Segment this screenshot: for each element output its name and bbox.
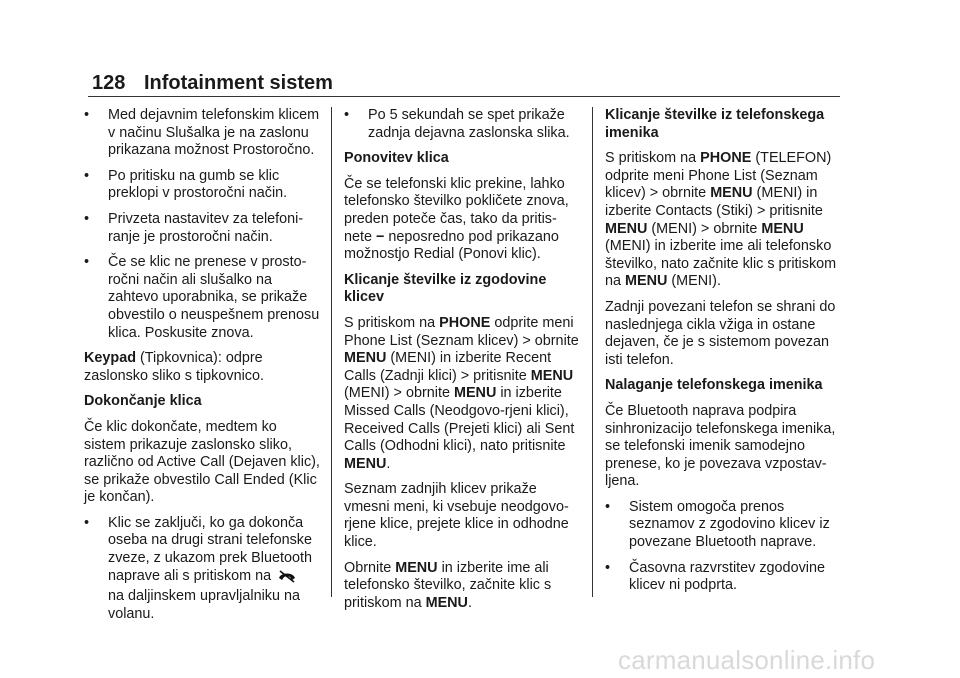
redial-paragraph: Če se telefonski klic prekine, lahko telefonsko številko pokličete znova, preden poteče čas, tako da pritis-nete − neposredno pod prikazano možnostjo Redial (Ponovi klic). <box>344 175 569 263</box>
bullet: • <box>605 498 611 515</box>
column-divider <box>592 107 593 597</box>
list-item: • Po 5 sekundah se spet prikaže zadnja dejavna zaslonska slika. <box>344 107 570 141</box>
history-paragraph: S pritiskom na PHONE odprite meni Phone List (Seznam klicev) > obrnite MENU (MENI) in izberite Recent Calls (Zadnji klici) > pritisnite MENU (MENI) > obrnite MENU in izberite Missed Calls (Neodgovo-rjeni klici), Received Calls (Prejeti klici) ali Sent Calls (Odhodni klici), nato pritisnite MENU. <box>344 314 579 472</box>
bullet: • <box>84 254 90 271</box>
list-item: • Sistem omogoča prenos seznamov z zgodovino klicev iz povezane Bluetooth naprave. <box>605 498 830 551</box>
list-item: • Po pritisku na gumb se klic preklopi v prostoročni način. <box>84 167 288 202</box>
section-title: Infotainment sistem <box>144 72 333 94</box>
phonebook-load-paragraph: Če Bluetooth naprava podpira sinhronizacijo telefonskega imenika, se telefonski imenik samodejno prenese, ko je povezava vzpostav-ljena. <box>605 402 836 490</box>
minus-symbol: − <box>376 228 385 245</box>
heading-phonebook-load: Nalaganje telefonskega imenika <box>605 377 823 394</box>
end-call-paragraph: Če klic dokončate, medtem ko sistem prikazuje zaslonsko sliko, različno od Active Call (Dejaven klic), se prikaže obvestilo Call Ended (Klic je končan). <box>84 418 320 506</box>
phone-hangup-icon <box>277 569 297 589</box>
heading-end-call: Dokončanje klica <box>84 393 202 410</box>
header-divider <box>88 96 840 97</box>
keypad-paragraph: Keypad (Tipkovnica): odpre zaslonsko sliko s tipkovnico. <box>84 350 264 384</box>
turn-menu-paragraph: Obrnite MENU in izberite ime ali telefonsko številko, začnite klic s pritiskom na MENU. <box>344 559 552 611</box>
last-phone-paragraph: Zadnji povezani telefon se shrani do naslednjega cikla vžiga in ostane dejaven, če je s sistemom povezan isti telefon. <box>605 298 836 368</box>
list-item: • Privzeta nastavitev za telefoni-ranje je prostoročni način. <box>84 210 304 245</box>
column-divider <box>331 107 332 597</box>
bullet: • <box>84 514 90 531</box>
page-header <box>88 58 840 98</box>
bullet: • <box>84 107 90 123</box>
recent-list-paragraph: Seznam zadnjih klicev prikaže vmesni meni, ki vsebuje neodgovo-rjene klice, prejete klice in odhodne klice. <box>344 481 569 551</box>
heading-call-history: Klicanje številke iz zgodovine klicev <box>344 271 547 306</box>
phonebook-paragraph: S pritiskom na PHONE (TELEFON) odprite meni Phone List (Seznam klicev) > obrnite MENU (MENI) in izberite Contacts (Stiki) > pritisnite MENU (MENI) > obrnite MENU (MENI) in izberite ime ali telefonsko številko, nato začnite klic s pritiskom na MENU (MENI). <box>605 150 837 290</box>
column-right <box>605 107 841 603</box>
page-number: 128 <box>92 72 126 94</box>
list-item: • Med dejavnim telefonskim klicem v načinu Slušalka je na zaslonu prikazana možnost Prostoročno. <box>84 107 320 159</box>
bullet: • <box>84 167 90 184</box>
list-item: • Časovna razvrstitev zgodovine klicev ni podprta. <box>605 559 825 594</box>
list-item: • Klic se zaključi, ko ga dokonča oseba na drugi strani telefonske zveze, z ukazom prek Bluetooth naprave ali s pritiskom na na daljinskem upravljalniku na volanu. <box>84 514 312 622</box>
bullet: • <box>84 210 90 227</box>
column-middle <box>344 107 582 620</box>
column-left <box>84 107 322 631</box>
watermark: carmanualsonline.info <box>618 645 876 675</box>
heading-redial: Ponovitev klica <box>344 150 449 167</box>
bullet: • <box>344 107 350 123</box>
list-item: • Če se klic ne prenese v prosto-ročni način ali slušalko na zahtevo uporabnika, se prikaže obvestilo o neuspešnem prenosu klica. Poskusite znova. <box>84 254 320 341</box>
heading-phonebook-dial: Klicanje številke iz telefonskega imenika <box>605 107 825 141</box>
keypad-term: Keypad <box>84 350 136 367</box>
bullet: • <box>605 559 611 576</box>
